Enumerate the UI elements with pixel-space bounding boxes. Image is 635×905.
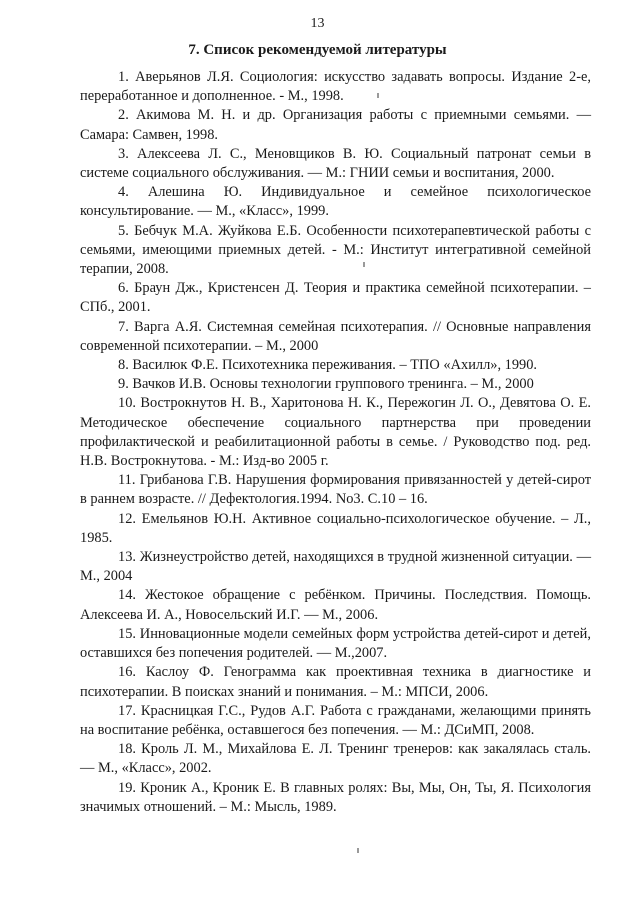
reference-entry-1: 1. Аверьянов Л.Я. Социология: искусство задавать вопросы. Издание 2-е, переработанное и дополненное. - М., 1998. [80, 69, 591, 105]
reference-entry-18: 18. Кроль Л. М., Михайлова Е. Л. Тренинг тренеров: как закалялась сталь. — М., «Класс», 2002. [80, 741, 591, 777]
reference-entry-16: 16. Каслоу Ф. Генограмма как проективная техника в диагностике и психотерапии. В поисках знаний и понимания. – М.: МПСИ, 2006. [80, 664, 591, 700]
scan-speck [357, 848, 359, 853]
reference-entry-15: 15. Инновационные модели семейных форм устройства детей-сирот и детей, оставшихся без попечения родителей. — М.,2007. [80, 625, 591, 662]
reference-entry-12: 12. Емельянов Ю.Н. Активное социально-психологическое обучение. – Л., 1985. [80, 510, 591, 546]
section-title: 7. Список рекомендуемой литературы [188, 42, 447, 58]
reference-list [80, 68, 591, 817]
page-number: 13 [310, 16, 325, 31]
reference-entry-19: 19. Кроник А., Кроник Е. В главных ролях: Вы, Мы, Он, Ты, Я. Психология значимых отношений. – М.: Мысль, 1989. [80, 779, 591, 815]
reference-entry-7: 7. Варга А.Я. Системная семейная психотерапия. // Основные направления современной психотерапии. – М., 2000 [80, 318, 591, 354]
reference-entry-6: 6. Браун Дж., Кристенсен Д. Теория и практика семейной психотерапии. – СПб., 2001. [80, 280, 591, 316]
reference-entry-10: 10. Вострокнутов Н. В., Харитонова Н. К., Пережогин Л. О., Девятова О. Е. Методическое обеспечение социального партнерства при проведении профилактической и реабилитационной работы в семье. / Руководство под. ред. Н.В. Вострокнутова. - М.: Изд-во 2005 г. [80, 395, 591, 470]
reference-entry-11: 11. Грибанова Г.В. Нарушения формирования привязанностей у детей-сирот в раннем возрасте. // Дефектология.1994. No3. C.10 – 16. [80, 472, 591, 508]
reference-entry-3: 3. Алексеева Л. С., Меновщиков В. Ю. Социальный патронат семьи в системе социального обслуживания. — М.: ГНИИ семьи и воспитания, 2000. [80, 145, 591, 182]
reference-entry-13: 13. Жизнеустройство детей, находящихся в трудной жизненной ситуации. — М., 2004 [80, 549, 591, 585]
scan-speck [363, 262, 365, 267]
scan-speck [377, 93, 379, 98]
reference-entry-8: 8. Василюк Ф.Е. Психотехника переживания. – ТПО «Ахилл», 1990. [118, 357, 538, 374]
reference-entry-4: 4. Алешина Ю. Индивидуальное и семейное психологическое консультирование. — М., «Класс», 1999. [80, 184, 591, 220]
reference-entry-9: 9. Вачков И.В. Основы технологии группового тренинга. – М., 2000 [118, 376, 534, 393]
reference-entry-14: 14. Жестокое обращение с ребёнком. Причины. Последствия. Помощь. Алексеева И. А., Новосельский И.Г. — М., 2006. [80, 587, 591, 623]
reference-entry-17: 17. Красницкая Г.С., Рудов А.Г. Работа с гражданами, желающими принять на воспитание ребёнка, оставшегося без попечения. — М.: ДСиМП, 2008. [80, 702, 591, 738]
reference-entry-5: 5. Бебчук М.А. Жуйкова Е.Б. Особенности психотерапевтической работы с семьями, имеющими приемных детей. - М.: Институт интегративной семейной терапии, 2008. [80, 222, 591, 278]
reference-entry-2: 2. Акимова М. Н. и др. Организация работы с приемными семьями. — Самара: Самвен, 1998. [80, 107, 591, 143]
